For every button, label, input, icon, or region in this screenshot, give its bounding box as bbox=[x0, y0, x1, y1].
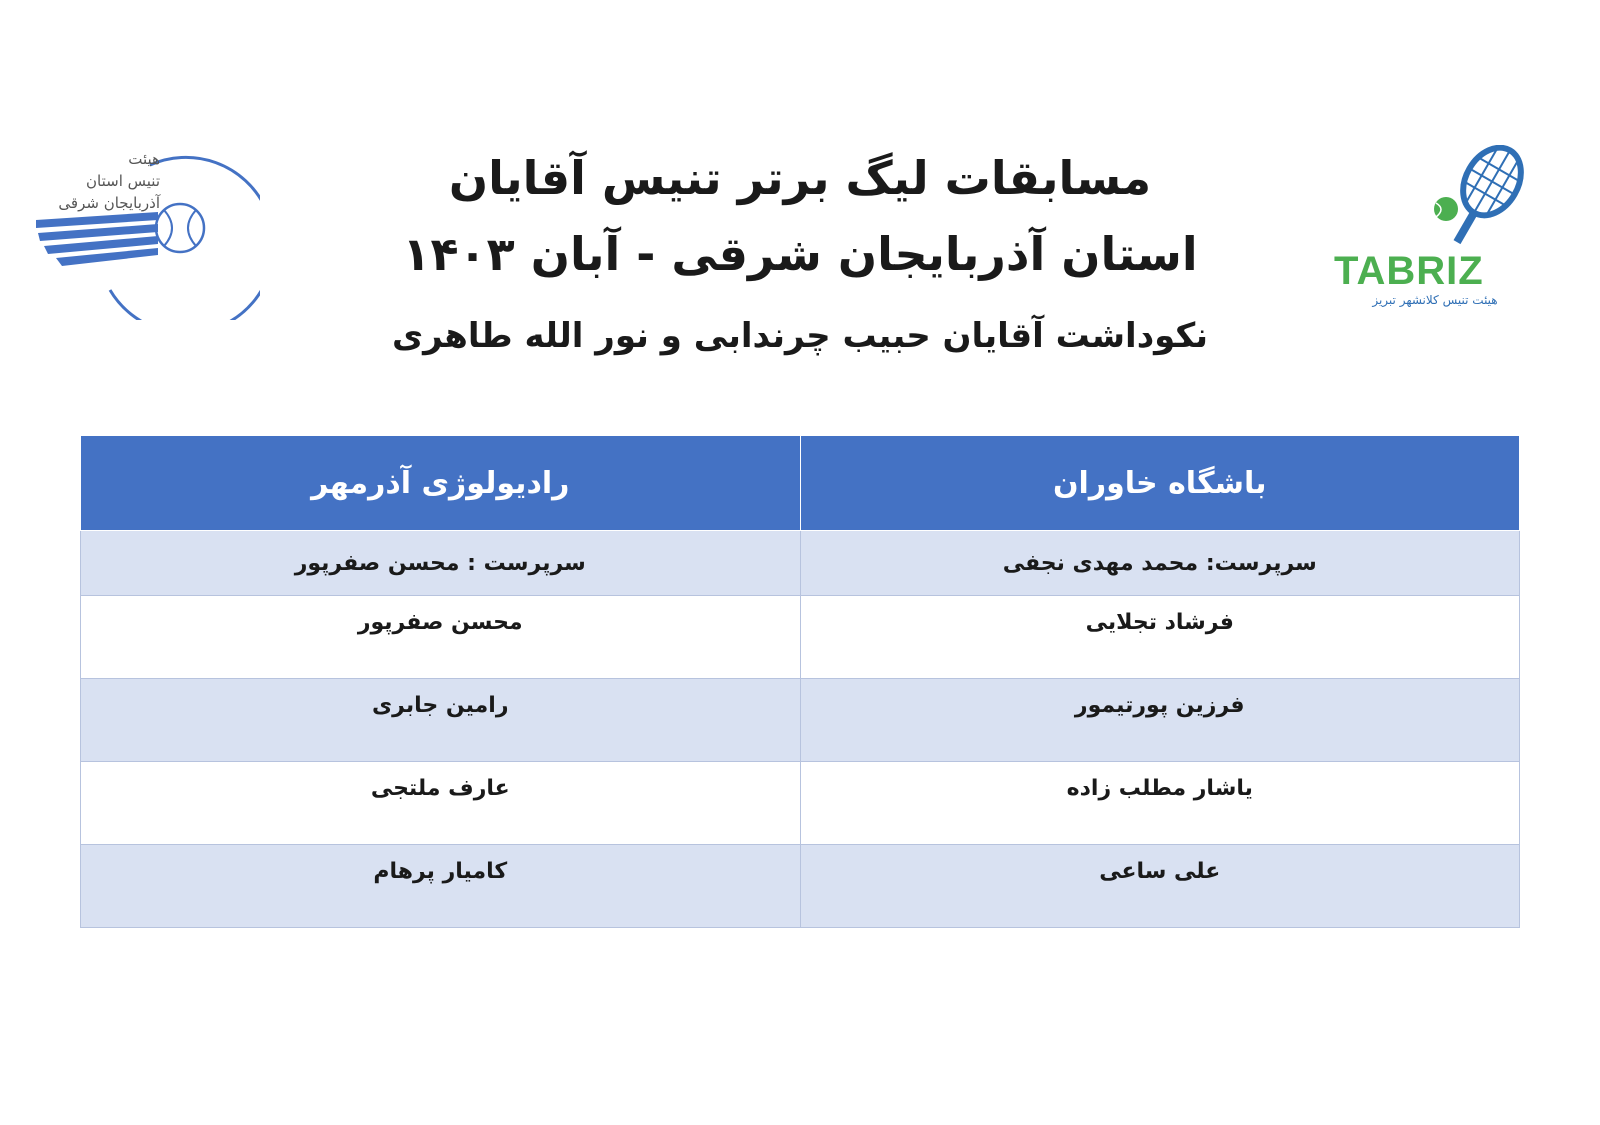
supervisor-team-1: سرپرست: محمد مهدی نجفی bbox=[800, 531, 1520, 596]
left-logo-line1: هیئت bbox=[128, 150, 160, 168]
table-row bbox=[81, 845, 1520, 928]
player-cell: رامین جابری bbox=[81, 679, 801, 762]
supervisor-team-2: سرپرست : محسن صفرپور bbox=[81, 531, 801, 596]
page-title-line2: استان آذربایجان شرقی - آبان ۱۴۰۳ bbox=[402, 227, 1198, 281]
team-roster-table bbox=[80, 435, 1520, 928]
player-cell: فرزین پورتیمور bbox=[800, 679, 1520, 762]
player-cell: محسن صفرپور bbox=[81, 596, 801, 679]
player-cell: کامیار پرهام bbox=[81, 845, 801, 928]
left-logo-line3: آذربایجان شرقی bbox=[58, 194, 160, 212]
page-title: مسابقات لیگ برتر تنیس آقایان bbox=[448, 151, 1152, 205]
column-header-team-2: رادیولوژی آذرمهر bbox=[81, 436, 801, 531]
table-row bbox=[81, 762, 1520, 845]
left-logo-text bbox=[58, 148, 160, 214]
table-header-row bbox=[81, 436, 1520, 531]
table-row bbox=[81, 679, 1520, 762]
player-cell: علی ساعی bbox=[800, 845, 1520, 928]
tabriz-caption: هیئت تنیس کلانشهر تبریز bbox=[1372, 293, 1498, 307]
player-cell: یاشار مطلب زاده bbox=[800, 762, 1520, 845]
player-cell: عارف ملتجی bbox=[81, 762, 801, 845]
province-tennis-board-logo bbox=[30, 140, 260, 320]
column-header-team-1: باشگاه خاوران bbox=[800, 436, 1520, 531]
tabriz-wordmark: TABRIZ bbox=[1334, 249, 1484, 293]
table-row bbox=[81, 596, 1520, 679]
left-logo-line2: تنیس استان bbox=[86, 172, 160, 190]
tabriz-tennis-logo bbox=[1330, 145, 1540, 315]
supervisor-row bbox=[81, 531, 1520, 596]
player-cell: فرشاد تجلایی bbox=[800, 596, 1520, 679]
tennis-racket-icon bbox=[1330, 145, 1540, 255]
page-subtitle: نکوداشت آقایان حبیب چرندابی و نور الله طاهری bbox=[392, 316, 1208, 356]
